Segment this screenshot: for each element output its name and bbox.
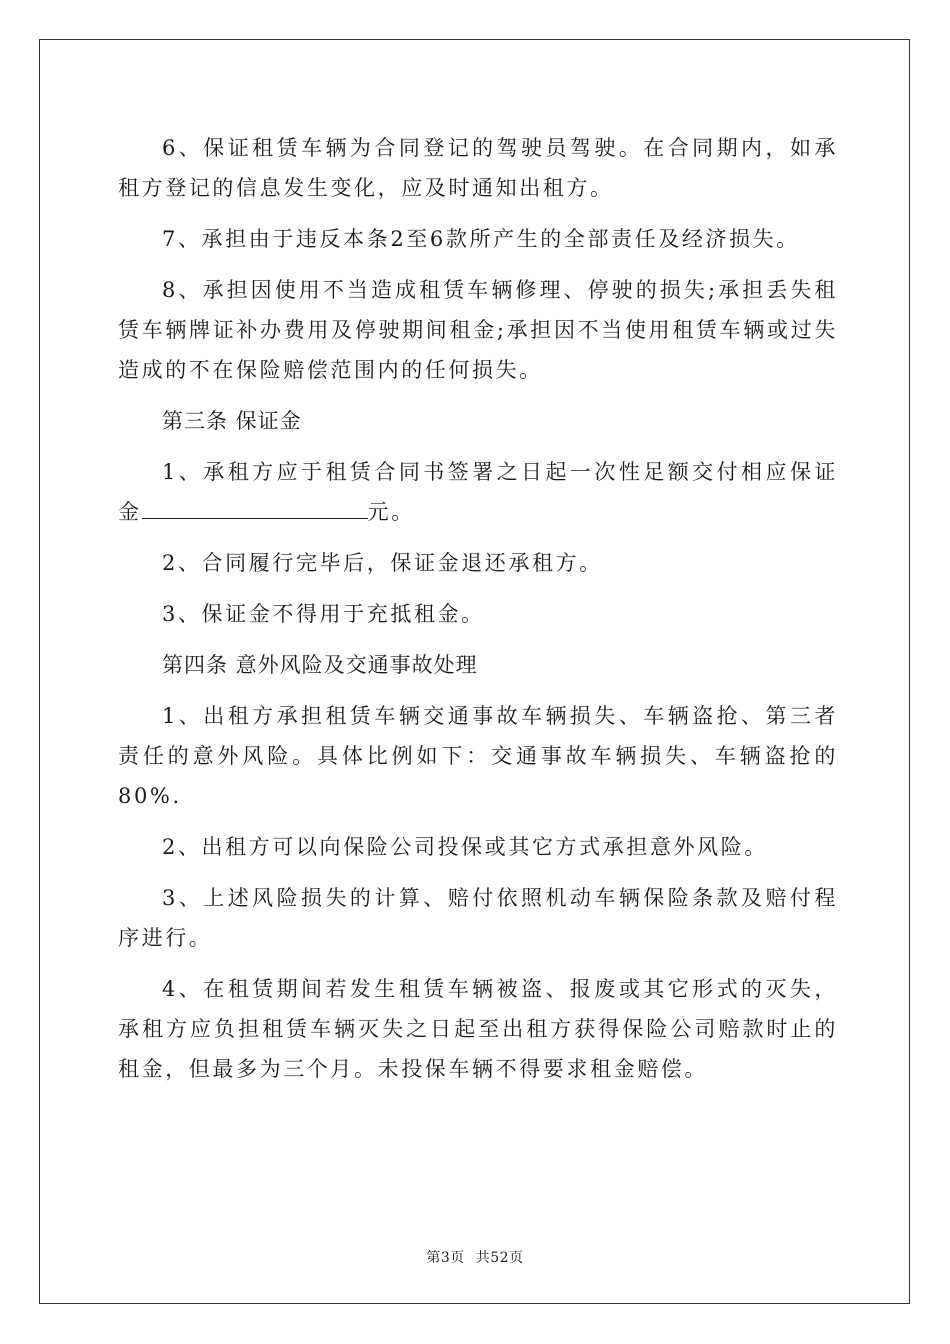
clause-8: 8、承担因使用不当造成租赁车辆修理、停驶的损失;承担丢失租赁车辆牌证补办费用及停驶期间租金;承担因不当使用租赁车辆或过失造成的不在保险赔偿范围内的任何损失。 — [118, 278, 838, 382]
clause-7: 7、承担由于违反本条2至6款所产生的全部责任及经济损失。 — [162, 227, 800, 251]
article-4-clause-3: 3、上述风险损失的计算、赔付依照机动车辆保险条款及赔付程序进行。 — [118, 886, 838, 950]
page-number: 第3页 — [426, 1250, 465, 1266]
article-3-clause-1-suffix: 元。 — [367, 500, 415, 524]
document-body — [118, 128, 838, 1100]
clause-6: 6、保证租赁车辆为合同登记的驾驶员驾驶。在合同期内，如承租方登记的信息发生变化，应及时通知出租方。 — [118, 136, 838, 200]
article-4-clause-4: 4、在租赁期间若发生租赁车辆被盗、报废或其它形式的灭失，承租方应负担租赁车辆灭失之日起至出租方获得保险公司赔款时止的租金，但最多为三个月。未投保车辆不得要求租金赔偿。 — [118, 977, 838, 1081]
article-4-title: 第四条 意外风险及交通事故处理 — [162, 653, 478, 677]
article-3-clause-2: 2、合同履行完毕后，保证金退还承租方。 — [162, 551, 603, 575]
deposit-amount-blank — [142, 492, 368, 519]
page-total: 共52页 — [475, 1250, 524, 1266]
page-footer — [0, 1247, 950, 1267]
article-4-clause-2: 2、出租方可以向保险公司投保或其它方式承担意外风险。 — [162, 835, 768, 859]
article-3-clause-1-text: 1、承租方应于租赁合同书签署之日起一次性足额交付相应保证金 — [118, 460, 838, 524]
article-3-title: 第三条 保证金 — [162, 409, 302, 433]
article-3-clause-1 — [118, 452, 838, 532]
article-3-clause-3: 3、保证金不得用于充抵租金。 — [162, 602, 485, 626]
article-4-clause-1: 1、出租方承担租赁车辆交通事故车辆损失、车辆盗抢、第三者责任的意外风险。具体比例如下：交通事故车辆损失、车辆盗抢的80%. — [118, 704, 838, 808]
